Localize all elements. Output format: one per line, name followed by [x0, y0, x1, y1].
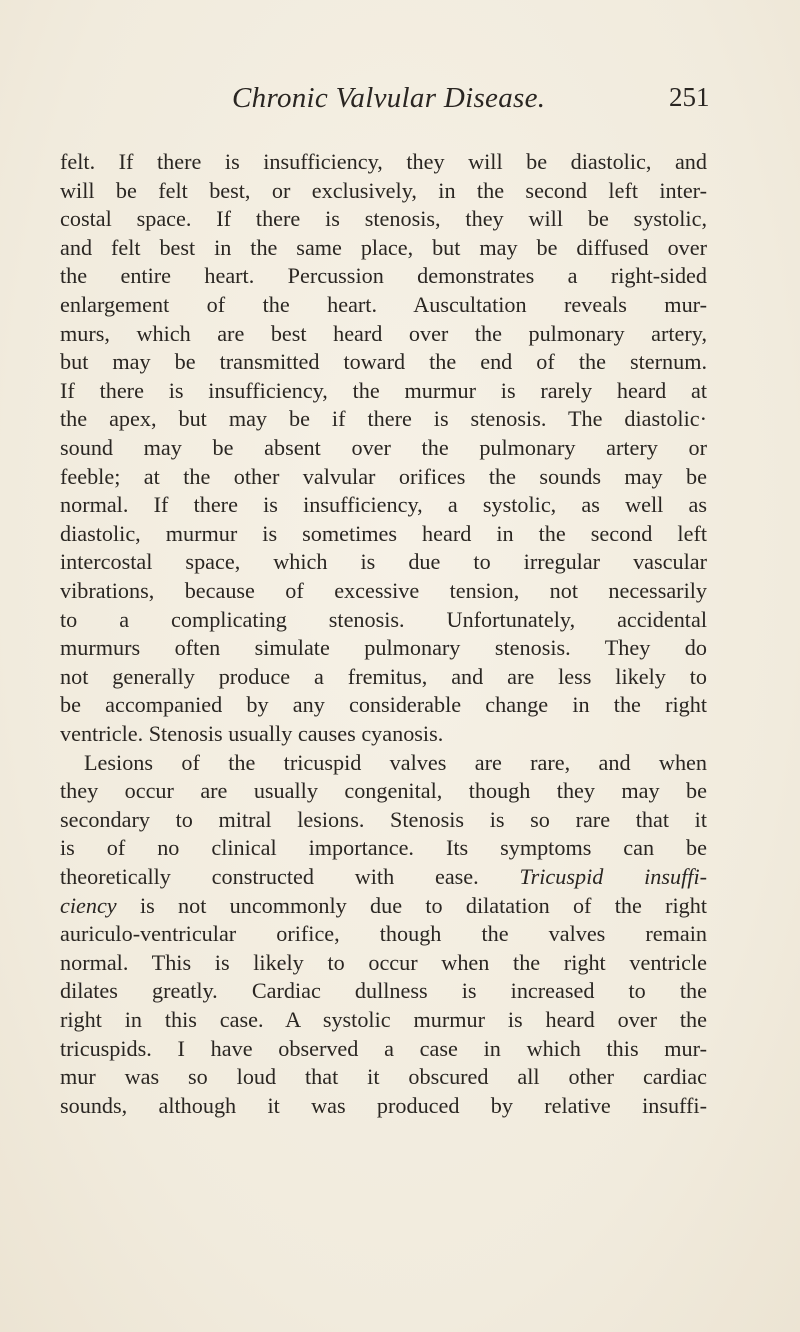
text-line: costal space. If there is stenosis, they will be systolic,: [60, 206, 707, 232]
text-line-segment: theoretically constructed with ease.: [60, 864, 479, 889]
text-line-segment: is not uncommonly due to dilatation of the right: [139, 892, 708, 918]
text-line: [60, 863, 707, 891]
text-line: the entire heart. Percussion demonstrates a right-sided: [60, 263, 707, 289]
running-title: Chronic Valvular Disease.: [232, 82, 546, 114]
text-line: vibrations, because of excessive tension, not necessarily: [60, 578, 707, 603]
text-line: intercostal space, which is due to irregular vascular: [60, 549, 707, 575]
text-line: is of no clinical importance. Its symptoms can be: [60, 835, 707, 861]
text-line: right in this case. A systolic murmur is heard over the: [60, 1007, 707, 1032]
italic-term: Tricuspid insuffi-: [519, 864, 708, 889]
text-line: secondary to mitral lesions. Stenosis is so rare that it: [60, 806, 707, 832]
text-line: to a complicating stenosis. Unfortunately, accidental: [60, 606, 707, 632]
text-line: feeble; at the other valvular orifices the sounds may be: [60, 463, 707, 489]
text-line: auriculo-ventricular orifice, though the valves remain: [60, 921, 707, 947]
text-line: Lesions of the tricuspid valves are rare, and when: [84, 749, 707, 775]
text-line: be accompanied by any considerable change in the right: [60, 692, 707, 718]
text-line: and felt best in the same place, but may be diffused over: [60, 234, 707, 260]
text-line: tricuspids. I have observed a case in which this mur-: [60, 1035, 707, 1061]
text-line: they occur are usually congenital, though they may be: [60, 778, 707, 804]
text-line: normal. If there is insufficiency, a systolic, as well as: [60, 492, 707, 518]
text-line: enlargement of the heart. Auscultation reveals mur-: [60, 292, 707, 317]
text-line: mur was so loud that it obscured all other cardiac: [60, 1064, 707, 1090]
text-line: felt. If there is insufficiency, they will be diastolic, and: [60, 149, 707, 174]
text-line: murs, which are best heard over the pulmonary artery,: [60, 320, 707, 346]
page-header: [0, 82, 800, 122]
text-line: the apex, but may be if there is stenosis. The diastolic·: [60, 406, 707, 432]
italic-term: ciency: [60, 892, 117, 918]
text-line: dilates greatly. Cardiac dullness is increased to the: [60, 978, 707, 1004]
text-line: If there is insufficiency, the murmur is rarely heard at: [60, 377, 707, 403]
text-line: not generally produce a fremitus, and are less likely to: [60, 663, 707, 689]
text-line: [60, 892, 707, 920]
text-line: murmurs often simulate pulmonary stenosis. They do: [60, 635, 707, 661]
text-line: sound may be absent over the pulmonary artery or: [60, 435, 707, 460]
text-line: sounds, although it was produced by relative insuffi-: [60, 1092, 707, 1118]
page-number: 251: [669, 82, 710, 112]
text-line: normal. This is likely to occur when the right ventricle: [60, 949, 707, 975]
text-line: will be felt best, or exclusively, in the second left inter-: [60, 177, 707, 203]
text-line: diastolic, murmur is sometimes heard in the second left: [60, 520, 707, 546]
text-line: but may be transmitted toward the end of the sternum.: [60, 349, 707, 375]
text-line: ventricle. Stenosis usually causes cyanosis.: [60, 721, 444, 746]
